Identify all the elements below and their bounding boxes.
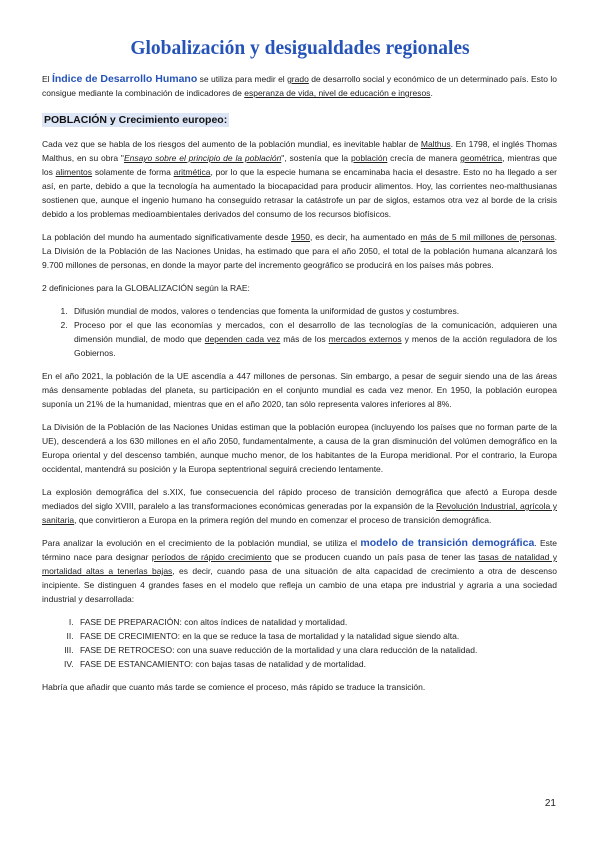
page-number: 21 bbox=[544, 798, 556, 809]
phases-list bbox=[42, 615, 557, 671]
underlined-term: mercados externos bbox=[328, 334, 402, 344]
transition-model-paragraph: Para analizar la evolución en el crecimiento de la población mundial, se utiliza el modelo de transición demográfica. Este término nace para designar períodos de rápido crecimiento que se producen cuando un país pasa de tener las tasas de natalidad y mortalidad altas a tenerlas bajas, es decir, cuando pasa de una situación de alta capacidad de crecimiento a otra de descenso incipiente. Se distinguen 4 grandes fases en el modelo que refleja un cambio de una etapa pre industrial y agraria a una sociedad industrial y desarrollada: bbox=[42, 537, 558, 604]
document-body bbox=[42, 72, 557, 703]
underlined-term: geométrica bbox=[460, 153, 503, 163]
list-item: II. FASE DE CRECIMIENTO: en la que se reduce la tasa de mortalidad y la natalidad sigue siendo alta. bbox=[76, 629, 557, 643]
eu-population-paragraph: En el año 2021, la población de la UE ascendía a 447 millones de personas. Sin embargo, a pesar de seguir siendo una de las áreas más densamente pobladas del planeta, su participación en el conjunto mundial es cada vez menor. En 1950, la población europea suponía un 21% de la humanidad, mientras que en el año 2020, tan sólo representa valores inferiores al 8%. bbox=[42, 371, 557, 409]
model-highlight: modelo de transición demográfica bbox=[360, 537, 535, 549]
underlined-term: 1950 bbox=[291, 232, 311, 242]
underlined-term: dependen cada vez bbox=[204, 334, 281, 344]
intro-paragraph: El Índice de Desarrollo Humano se utiliza para medir el grado de desarrollo social y económico de un determinado país. Esto lo consigue mediante la combinación de indicadores de esperanza de vida, nivel de educación e ingresos. bbox=[42, 73, 557, 98]
underlined-term: períodos de rápido crecimiento bbox=[151, 552, 272, 562]
underlined-term: tasas de natalidad y mortalidad altas a tenerlas bajas bbox=[42, 552, 558, 576]
demographic-explosion-paragraph: La explosión demográfica del s.XIX, fue consecuencia del rápido proceso de transición demográfica que afectó a Europa desde mediados del siglo XVIII, paralelo a las transformaciones económicas generadas por la expansión de la Revolución Industrial, agrícola y sanitaria, que convirtieron a Europa en la primera región del mundo en comenzar el proceso de transición demográfica. bbox=[42, 487, 557, 525]
list-item: III. FASE DE RETROCESO: con una suave reducción de la mortalidad y una clara reducción de la natalidad. bbox=[76, 643, 557, 657]
book-title: Ensayo sobre el principio de la población bbox=[123, 153, 282, 163]
idh-highlight: Índice de Desarrollo Humano bbox=[51, 73, 198, 85]
underlined-term: aritmética bbox=[173, 167, 211, 177]
underlined-term: esperanza de vida, nivel de educación e ingresos bbox=[244, 88, 431, 98]
section-heading: POBLACIÓN y Crecimiento europeo: bbox=[44, 114, 228, 126]
page-title: Globalización y desigualdades regionales bbox=[130, 38, 470, 59]
underlined-term: grado bbox=[287, 74, 309, 84]
list-item: I. FASE DE PREPARACIÓN: con altos índices de natalidad y mortalidad. bbox=[76, 615, 557, 629]
list-item: IV. FASE DE ESTANCAMIENTO: con bajas tasas de natalidad y de mortalidad. bbox=[76, 657, 557, 671]
malthus-paragraph: Cada vez que se habla de los riesgos del aumento de la población mundial, es inevitable hablar de Malthus. En 1798, el inglés Thomas Malthus, en su obra "Ensayo sobre el principio de la población", sostenía que la población crecía de manera geométrica, mientras que los alimentos solamente de forma aritmética, por lo que la especie humana se encaminaba hacia el desastre. Esto no ha llegado a ser así, en parte, debido a que la tecnología ha aumentado la biocapacidad para producir alimentos. Hoy, las corrientes neo-malthusianas sostienen que, aunque el ingenio humano ha conseguido retrasar la catástrofe un par de siglos, estamos otra vez al borde de la crisis debido a los problemas medioambientales derivados del consumo de los recursos biofísicos. bbox=[42, 139, 558, 219]
underlined-term: más de 5 mil millones de personas bbox=[420, 232, 555, 242]
list-item: 2. Proceso por el que las economías y mercados, con el desarrollo de las tecnologías de la comunicación, adquieren una dimensión mundial, de modo que dependen cada vez más de los mercados externos y menos de la acción reguladora de los Gobiernos. bbox=[70, 318, 557, 360]
underlined-term: población bbox=[350, 153, 388, 163]
globalization-intro: 2 definiciones para la GLOBALIZACIÓN según la RAE: bbox=[42, 283, 250, 293]
final-paragraph: Habría que añadir que cuanto más tarde se comience el proceso, más rápido se traduce la transición. bbox=[42, 682, 426, 692]
underlined-term: Revolución Industrial, agrícola y sanitaria bbox=[42, 501, 557, 525]
underlined-term: alimentos bbox=[55, 167, 93, 177]
list-item: 1. Difusión mundial de modos, valores o tendencias que fomenta la uniformidad de gustos y costumbres. bbox=[70, 304, 557, 318]
un-division-paragraph: La División de la Población de las Naciones Unidas estiman que la población europea (incluyendo los países que no forman parte de la UE), descenderá a los 630 millones en el año 2050, fundamentalmente, a causa de la gran disminución del volúmen demográfico en la Europa oriental y del descenso también, aunque mucho menor, de los habitantes de la Europa meridional. Por el contrario, la Europa occidental, mantendrá su posición y la Europa septentrional seguirá creciendo lentamente. bbox=[42, 422, 557, 474]
definitions-list bbox=[42, 304, 557, 360]
population-1950-paragraph: La población del mundo ha aumentado significativamente desde 1950, es decir, ha aumentado en más de 5 mil millones de personas. La División de la Población de las Naciones Unidas, ha estimado que para el año 2050, el total de la población humana alcanzará los 9.700 millones de personas, en donde la mayor parte del incremento geográfico se producirá en los países más pobres. bbox=[42, 232, 557, 270]
underlined-term: Malthus bbox=[420, 139, 451, 149]
